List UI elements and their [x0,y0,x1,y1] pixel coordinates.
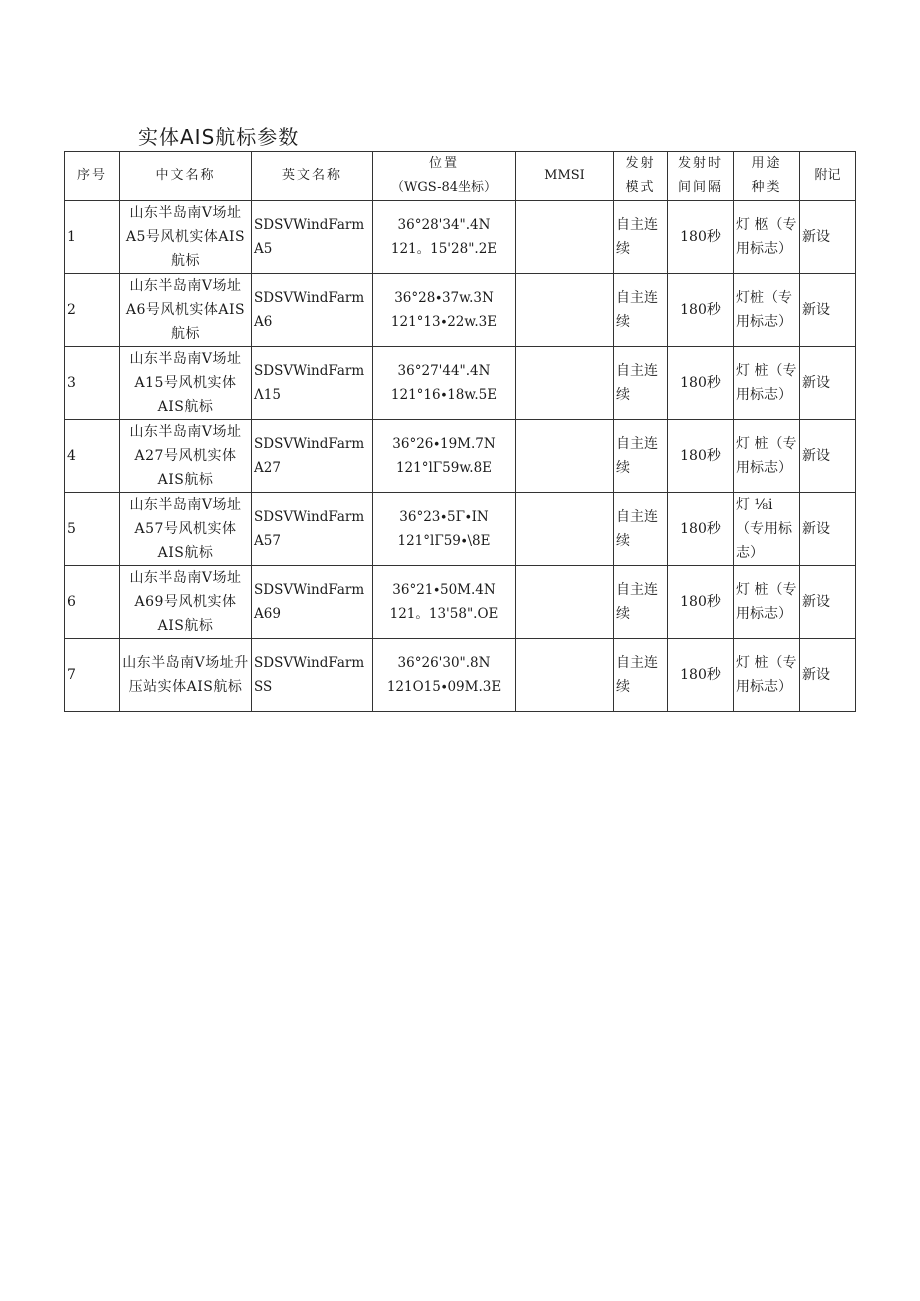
cell-latitude: 36°28∙37w.3N [394,290,494,306]
cell-interval: 180秒 [668,493,734,566]
header-use-line2: 种类 [751,180,782,195]
cell-en-name: SDSVWindFarmA57 [252,493,373,566]
header-use [734,152,800,201]
cell-cn-name: 山东半岛南V场址A27号风机实体AIS航标 [120,420,252,493]
header-use-line1: 用途 [751,156,782,171]
cell-mode: 自主连续 [614,420,668,493]
cell-en-name: SDSVWindFarmΛ15 [252,347,373,420]
cell-mmsi [516,347,614,420]
cell-interval: 180秒 [668,566,734,639]
cell-use: 灯桩（专用标志） [734,274,800,347]
cell-cn-name: 山东半岛南V场址升压站实体AIS航标 [120,639,252,712]
cell-mmsi [516,274,614,347]
cell-latitude: 36°26∙19M.7N [392,436,496,452]
cell-cn-name: 山东半岛南V场址A69号风机实体AIS航标 [120,566,252,639]
cell-mmsi [516,639,614,712]
cell-position [373,274,516,347]
header-no: 序号 [65,152,120,201]
header-interval-line2: 间间隔 [677,180,723,195]
cell-latitude: 36°26'30".8N [397,655,491,671]
header-position-line2: （WGS-84坐标） [390,180,498,195]
cell-mode: 自主连续 [614,347,668,420]
cell-no: 7 [65,639,120,712]
cell-use: 灯 桩（专用标志） [734,639,800,712]
cell-no: 2 [65,274,120,347]
table-row [65,347,856,420]
header-interval-line1: 发射时 [677,156,723,171]
cell-note: 新设 [800,347,856,420]
cell-position [373,347,516,420]
cell-cn-name: 山东半岛南V场址A15号风机实体AIS航标 [120,347,252,420]
cell-position [373,493,516,566]
header-mmsi: MMSI [516,152,614,201]
cell-use: 灯 桩（专用标志） [734,420,800,493]
cell-interval: 180秒 [668,201,734,274]
document-title: 实体AIS航标参数 [138,125,300,149]
cell-interval: 180秒 [668,274,734,347]
table-row [65,201,856,274]
cell-no: 3 [65,347,120,420]
cell-cn-name: 山东半岛南V场址A6号风机实体AIS航标 [120,274,252,347]
cell-mode: 自主连续 [614,274,668,347]
cell-longitude: 121°16∙18w.5E [390,387,498,403]
cell-use: 灯 桩（专用标志） [734,566,800,639]
cell-note: 新设 [800,493,856,566]
cell-interval: 180秒 [668,639,734,712]
cell-position [373,566,516,639]
cell-en-name: SDSVWindFarmA69 [252,566,373,639]
cell-latitude: 36°21∙50M.4N [392,582,496,598]
cell-position [373,639,516,712]
table-row [65,420,856,493]
cell-interval: 180秒 [668,347,734,420]
cell-position [373,420,516,493]
cell-no: 1 [65,201,120,274]
header-position [373,152,516,201]
cell-longitude: 121。13'58".OE [389,606,499,622]
cell-mode: 自主连续 [614,493,668,566]
header-cn-name: 中文名称 [120,152,252,201]
cell-use: 灯 柩（专用标志） [734,201,800,274]
cell-cn-name: 山东半岛南V场址A5号风机实体AIS航标 [120,201,252,274]
cell-longitude: 121°13∙22w.3E [390,314,498,330]
cell-en-name: SDSVWindFarmA5 [252,201,373,274]
header-mode [614,152,668,201]
cell-longitude: 121O15∙09M.3E [386,679,502,695]
cell-en-name: SDSVWindFarmA27 [252,420,373,493]
cell-mmsi [516,420,614,493]
cell-latitude: 36°27'44".4N [397,363,491,379]
cell-mmsi [516,566,614,639]
cell-note: 新设 [800,274,856,347]
header-mode-line2: 模式 [625,180,656,195]
cell-no: 6 [65,566,120,639]
header-position-line1: 位置 [428,156,459,171]
ais-parameters-table [64,151,856,712]
cell-latitude: 36°28'34".4N [397,217,491,233]
cell-no: 4 [65,420,120,493]
cell-latitude: 36°23∙5Γ∙IN [399,509,489,525]
header-note: 附记 [800,152,856,201]
cell-mmsi [516,201,614,274]
header-mode-line1: 发射 [625,156,656,171]
cell-longitude: 121°lΓ59∙\8E [397,533,491,549]
cell-longitude: 121。15'28".2E [390,241,498,257]
table-header [65,152,856,201]
table-row [65,493,856,566]
cell-mode: 自主连续 [614,639,668,712]
cell-mode: 自主连续 [614,566,668,639]
cell-note: 新设 [800,420,856,493]
cell-mode: 自主连续 [614,201,668,274]
table-body [65,201,856,712]
cell-interval: 180秒 [668,420,734,493]
cell-longitude: 121°lΓ59w.8E [395,460,493,476]
cell-cn-name: 山东半岛南V场址A57号风机实体AIS航标 [120,493,252,566]
cell-position [373,201,516,274]
cell-mmsi [516,493,614,566]
header-en-name: 英文名称 [252,152,373,201]
header-interval [668,152,734,201]
cell-en-name: SDSVWindFarmSS [252,639,373,712]
table-row [65,566,856,639]
table-row [65,274,856,347]
cell-no: 5 [65,493,120,566]
cell-use: 灯 ⅛i（专用标志） [734,493,800,566]
cell-note: 新设 [800,639,856,712]
header-row [65,152,856,201]
cell-note: 新设 [800,566,856,639]
cell-note: 新设 [800,201,856,274]
cell-en-name: SDSVWindFarmA6 [252,274,373,347]
table-row [65,639,856,712]
cell-use: 灯 桩（专用标志） [734,347,800,420]
